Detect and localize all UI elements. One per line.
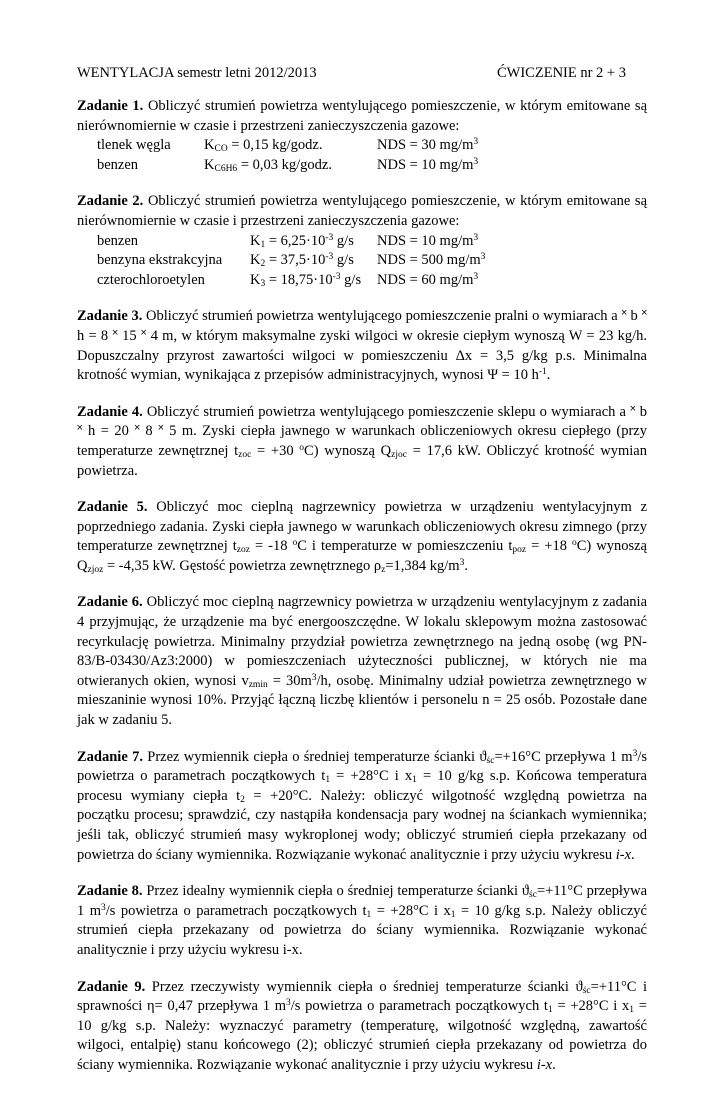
nds-value: NDS = 10 $mg/m^3$	[377, 156, 479, 173]
task-text: Obliczyć strumień powietrza wentylującego pomieszczenie, w którym emitowane są nierównomiernie w czasie i przestrzeni zanieczyszczenia gazowe:	[77, 98, 648, 134]
task-2	[77, 192, 647, 290]
table-row	[77, 156, 647, 176]
nds-value: NDS = 30 $mg/m^3$	[377, 137, 479, 154]
task-label: Zadanie 6.	[77, 594, 143, 611]
task-5: Zadanie 5. Obliczyć moc cieplną nagrzewnicy powietrza w urządzeniu wentylacyjnym z poprzedniego zadania. Zyski ciepła jawnego w warunkach obliczeniowych okresu zimnego (przy temperaturze zewnętrznej $t_{zoz} = -18$ $^o$C i temperaturze w pomieszczeniu $t_{poz} = +18$ $^o$C) wynoszą $Q_{zjoz} = -4,35$ kW. Gęstość powietrza zewnętrznego $\rho_z=1,384$ $kg/m^3$.	[77, 499, 648, 575]
task-9: Zadanie 9. Przez rzeczywisty wymiennik ciepła o średniej temperaturze ścianki $ϑ_{śc}=+11^\circ C$ i sprawności η= 0,47 przepływa 1 $m^3/s$ powietrza o parametrach początkowych $t_1 = +28^\circ C$ i $x_1 = 10$ g/kg s.p. Należy: wyznaczyć parametry (temperaturę, wilgotność względną, zawartość wilgoci, entalpię) stanu końcowego (2); obliczyć strumień ciepła przekazany od powietrza do ściany wymiennika. Rozwiązanie wykonać analitycznie i przy użyciu wykresu i-x.	[77, 978, 648, 1073]
substance-name: benzyna ekstrakcyjna	[97, 252, 223, 269]
substance-name: czterochloroetylen	[97, 271, 205, 288]
substance-name: tlenek węgla	[97, 137, 171, 154]
task-label: Zadanie 9.	[77, 978, 146, 995]
task-3: Zadanie 3. Obliczyć strumień powietrza wentylującego pomieszczenie pralni o wymiarach a ˟ b ˟ h = 8 ˟ 15 ˟ 4 m, w którym maksymalne zyski wilgoci w okresie ciepłym wynoszą W = 23 kg/h. Dopuszczalny przyrost zawartości wilgoci w pomieszczeniu Δx = 3,5 g/kg p.s. Minimalna krotność wymian, wynikająca z przepisów administracyjnych, wynosi Ψ = 10 $h^{-1}$.	[77, 308, 648, 384]
emission-value: $K_3 = 18,75\cdot 10^{-3}$ g/s	[250, 271, 362, 289]
emission-value: $K_1 = 6,25\cdot 10^{-3}$ g/s	[250, 232, 354, 250]
nds-value: NDS = 500 $mg/m^3$	[377, 252, 486, 269]
task-label: Zadanie 2.	[77, 193, 144, 210]
exercise-number: ĆWICZENIE nr 2 + 3	[497, 65, 626, 81]
course-title: WENTYLACJA semestr letni 2012/2013	[77, 65, 317, 81]
substance-name: benzen	[97, 232, 139, 249]
task-label: Zadanie 3.	[77, 308, 143, 325]
table-row	[77, 251, 647, 271]
nds-value: NDS = 10 $mg/m^3$	[377, 232, 479, 249]
task-label: Zadanie 8.	[77, 883, 143, 900]
task-text: Obliczyć strumień powietrza wentylującego pomieszczenie, w którym emitowane są nierównomiernie w czasie i przestrzeni zanieczyszczenia gazowe:	[77, 193, 648, 229]
task-1	[77, 97, 647, 175]
substance-name: benzen	[97, 156, 139, 173]
task-list	[77, 97, 647, 1093]
table-row	[77, 232, 647, 252]
task-label: Zadanie 5.	[77, 499, 148, 516]
table-row	[77, 271, 647, 291]
table-row	[77, 136, 647, 156]
task-4: Zadanie 4. Obliczyć strumień powietrza wentylującego pomieszczenie sklepu o wymiarach a ˟ b ˟ h = 20 ˟ 8 ˟ 5 m. Zyski ciepła jawnego w warunkach obliczeniowych okresu ciepłego (przy temperaturze zewnętrznej $t_{zoc} = +30$ $^o$C) wynoszą $Q_{zjoc} = 17,6$ kW. Obliczyć krotność wymian powietrza.	[77, 403, 647, 479]
emission-value: $K_{CO} = 0,15$ kg/godz.	[204, 137, 323, 155]
task-7: Zadanie 7. Przez wymiennik ciepła o średniej temperaturze ścianki $ϑ_{śc}=+16^\circ C$ przepływa 1 $m^3/s$ powietrza o parametrach początkowych $t_1 = +28^\circ C$ i $x_1 = 10$ g/kg s.p. Końcowa temperatura procesu wymiany ciepła $t_2 = +20^\circ C$. Należy: obliczyć wilgotność względną powietrza na początku procesu; sprawdzić, czy nastąpiła kondensacja pary wodnej na ściankach wymiennika; jeśli tak, obliczyć strumień masy wykroplonej wody; obliczyć strumień ciepła przekazany od powietrza do ściany wymiennika. Rozwiązanie wykonać analitycznie i przy użyciu wykresu i-x.	[77, 748, 648, 863]
emission-value: $K_{C6H6} = 0,03$ kg/godz.	[204, 156, 332, 174]
task-label: Zadanie 7.	[77, 748, 143, 765]
emission-table	[77, 136, 647, 175]
task-8: Zadanie 8. Przez idealny wymiennik ciepła o średniej temperaturze ścianki $ϑ_{śc}=+11^\circ C$ przepływa 1 $m^3/s$ powietrza o parametrach początkowych $t_1 = +28^\circ C$ i $x_1 = 10$ g/kg s.p. Należy obliczyć strumień ciepła przekazany od powietrza do ściany wymiennika. Rozwiązanie wykonać analitycznie i przy użyciu wykresu i-x.	[77, 883, 647, 958]
emission-table	[77, 232, 647, 291]
task-label: Zadanie 4.	[77, 403, 143, 420]
emission-value: $K_2 = 37,5\cdot 10^{-3}$ g/s	[250, 252, 354, 270]
nds-value: NDS = 60 $mg/m^3$	[377, 271, 479, 288]
task-label: Zadanie 1.	[77, 98, 144, 114]
task-6: Zadanie 6. Obliczyć moc cieplną nagrzewnicy powietrza w urządzeniu wentylacyjnym z zadania 4 przyjmując, że urządzenie ma być energooszczędne. W lokalu sklepowym można zastosować recyrkulację powietrza. Minimalny przydział powietrza zewnętrznego na jedną osobę (wg PN-83/B-03430/Az3:2000) w pomieszczeniach użyteczności publicznej, w których nie ma otwieranych okien, wynosi $v_{zmin} = 30m^3/h$, osobę. Minimalny udział powietrza zewnętrznego w mieszaninie wynosi 10%. Przyjąć łączną liczbę klientów i personelu n = 25 osób. Pozostałe dane jak w zadaniu 5.	[77, 594, 648, 729]
